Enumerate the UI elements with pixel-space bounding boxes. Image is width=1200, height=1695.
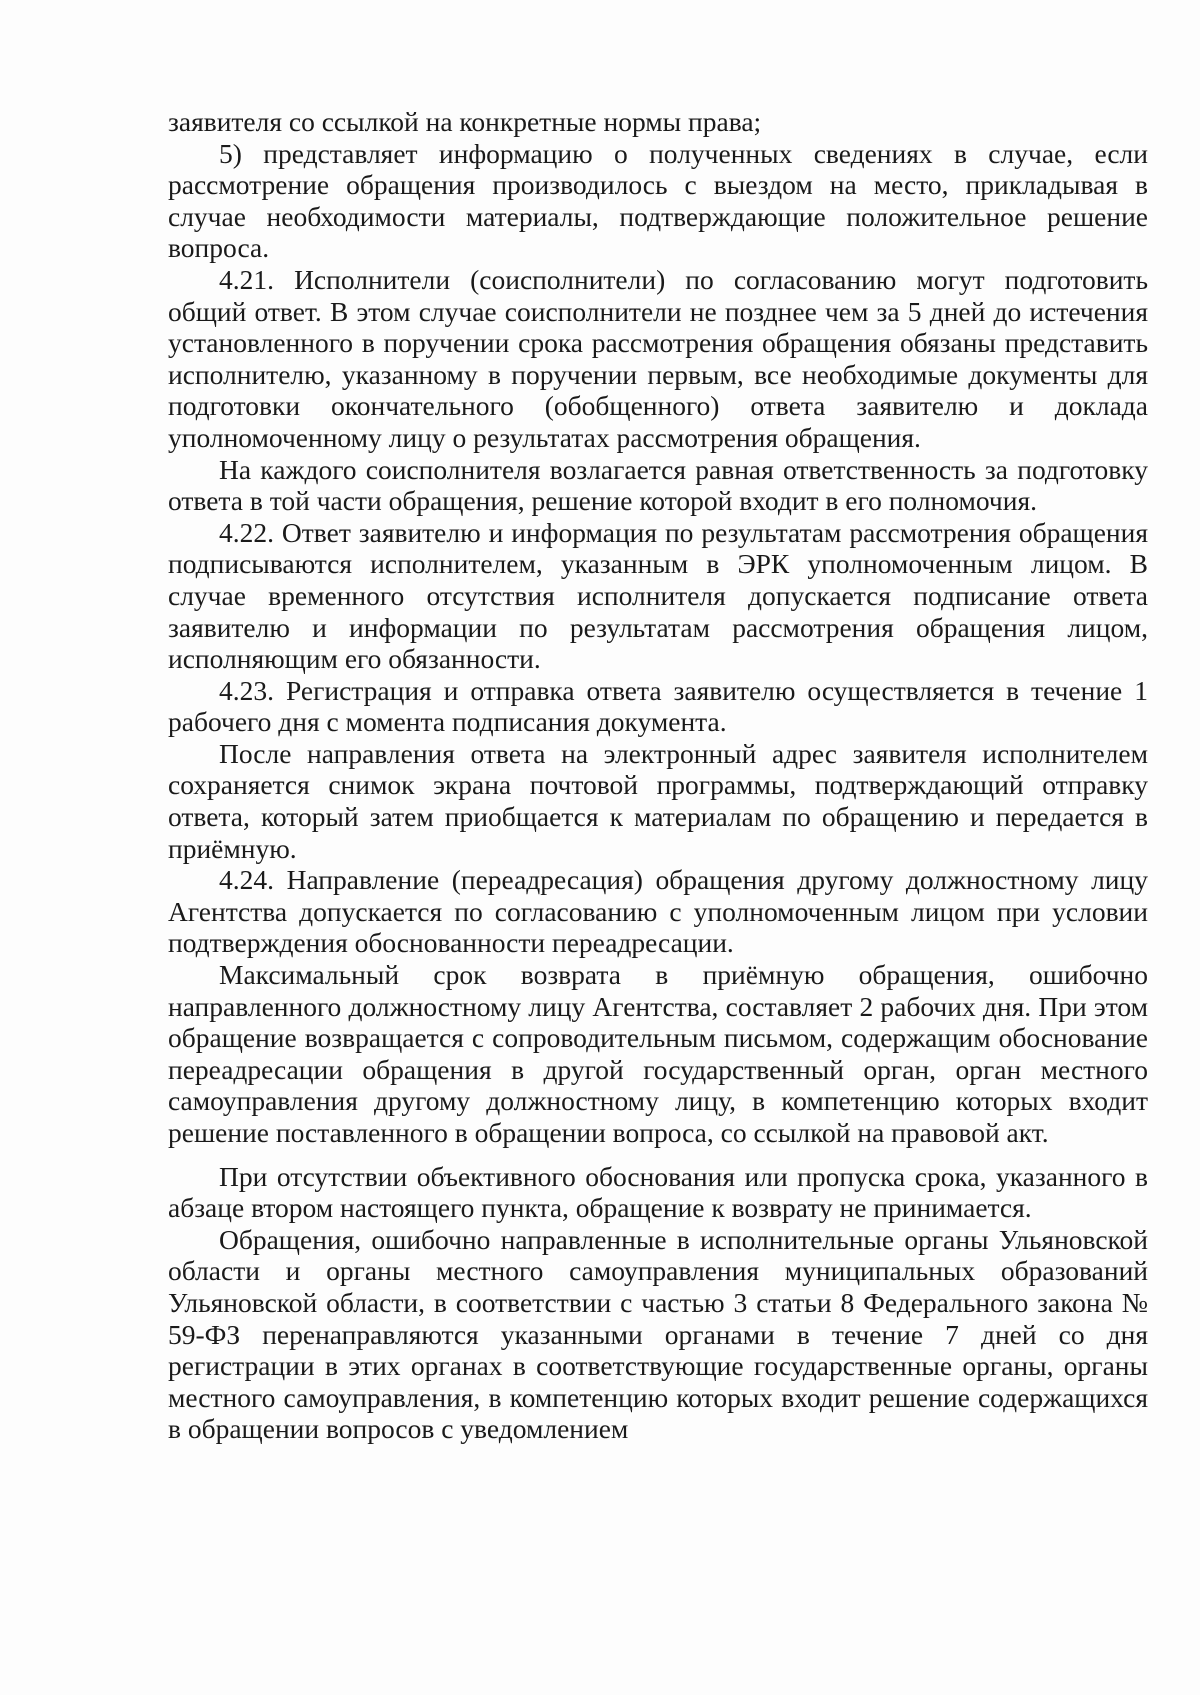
paragraph-continuation: заявителя со ссылкой на конкретные нормы права; [168, 106, 762, 137]
document-body [168, 106, 1148, 1445]
paragraph-4-22: 4.22. Ответ заявителю и информация по результатам рассмотрения обращения подписываются исполнителем, указанным в ЭРК уполномоченным лицом. В случае временного отсутствия исполнителя допускается подписание ответа заявителю и информации по результатам рассмотрения обращения лицом, исполняющим его обязанности. [168, 516, 1148, 675]
paragraph-4-24: 4.24. Направление (переадресация) обращения другому должностному лицу Агентства допускается по согласованию с уполномоченным лицом при условии подтверждения обоснованности переадресации. [168, 864, 1148, 959]
paragraph-coexecutor-responsibility: На каждого соисполнителя возлагается равная ответственность за подготовку ответа в той части обращения, решение которой входит в его полномочия. [168, 453, 1148, 517]
paragraph-4-23: 4.23. Регистрация и отправка ответа заявителю осуществляется в течение 1 рабочего дня с момента подписания документа. [168, 674, 1148, 738]
paragraph-screenshot-saving: После направления ответа на электронный адрес заявителя исполнителем сохраняется снимок экрана почтовой программы, подтверждающий отправку ответа, который затем приобщается к материалам по обращению и передается в приёмную. [168, 737, 1148, 864]
paragraph-item-5: 5) представляет информацию о полученных сведениях в случае, если рассмотрение обращения производилось с выездом на место, прикладывая в случае необходимости материалы, подтверждающие положительное решение вопроса. [168, 137, 1148, 264]
paragraph-4-21: 4.21. Исполнители (соисполнители) по согласованию могут подготовить общий ответ. В этом случае соисполнители не позднее чем за 5 дней до истечения установленного в поручении срока рассмотрения обращения обязаны представить исполнителю, указанному в поручении первым, все необходимые документы для подготовки окончательного (обобщенного) ответа заявителю и доклада уполномоченному лицу о результатах рассмотрения обращения. [168, 263, 1148, 453]
paragraph-misdirected-appeals: Обращения, ошибочно направленные в исполнительные органы Ульяновской области и органы местного самоуправления муниципальных образований Ульяновской области, в соответствии с частью 3 статьи 8 Федерального закона № 59-ФЗ перенаправляются указанными органами в течение 7 дней со дня регистрации в этих органах в соответствующие государственные органы, органы местного самоуправления, в компетенцию которых входит решение содержащихся в обращении вопросов с уведомлением [168, 1223, 1148, 1445]
paragraph-no-justification: При отсутствии объективного обоснования или пропуска срока, указанного в абзаце втором настоящего пункта, обращение к возврату не принимается. [168, 1160, 1148, 1224]
paragraph-return-deadline: Максимальный срок возврата в приёмную обращения, ошибочно направленного должностному лицу Агентства, составляет 2 рабочих дня. При этом обращение возвращается с сопроводительным письмом, содержащим обоснование переадресации обращения в другой государственный орган, орган местного самоуправления другому должностному лицу, в компетенцию которых входит решение поставленного в обращении вопроса, со ссылкой на правовой акт. [168, 959, 1148, 1148]
